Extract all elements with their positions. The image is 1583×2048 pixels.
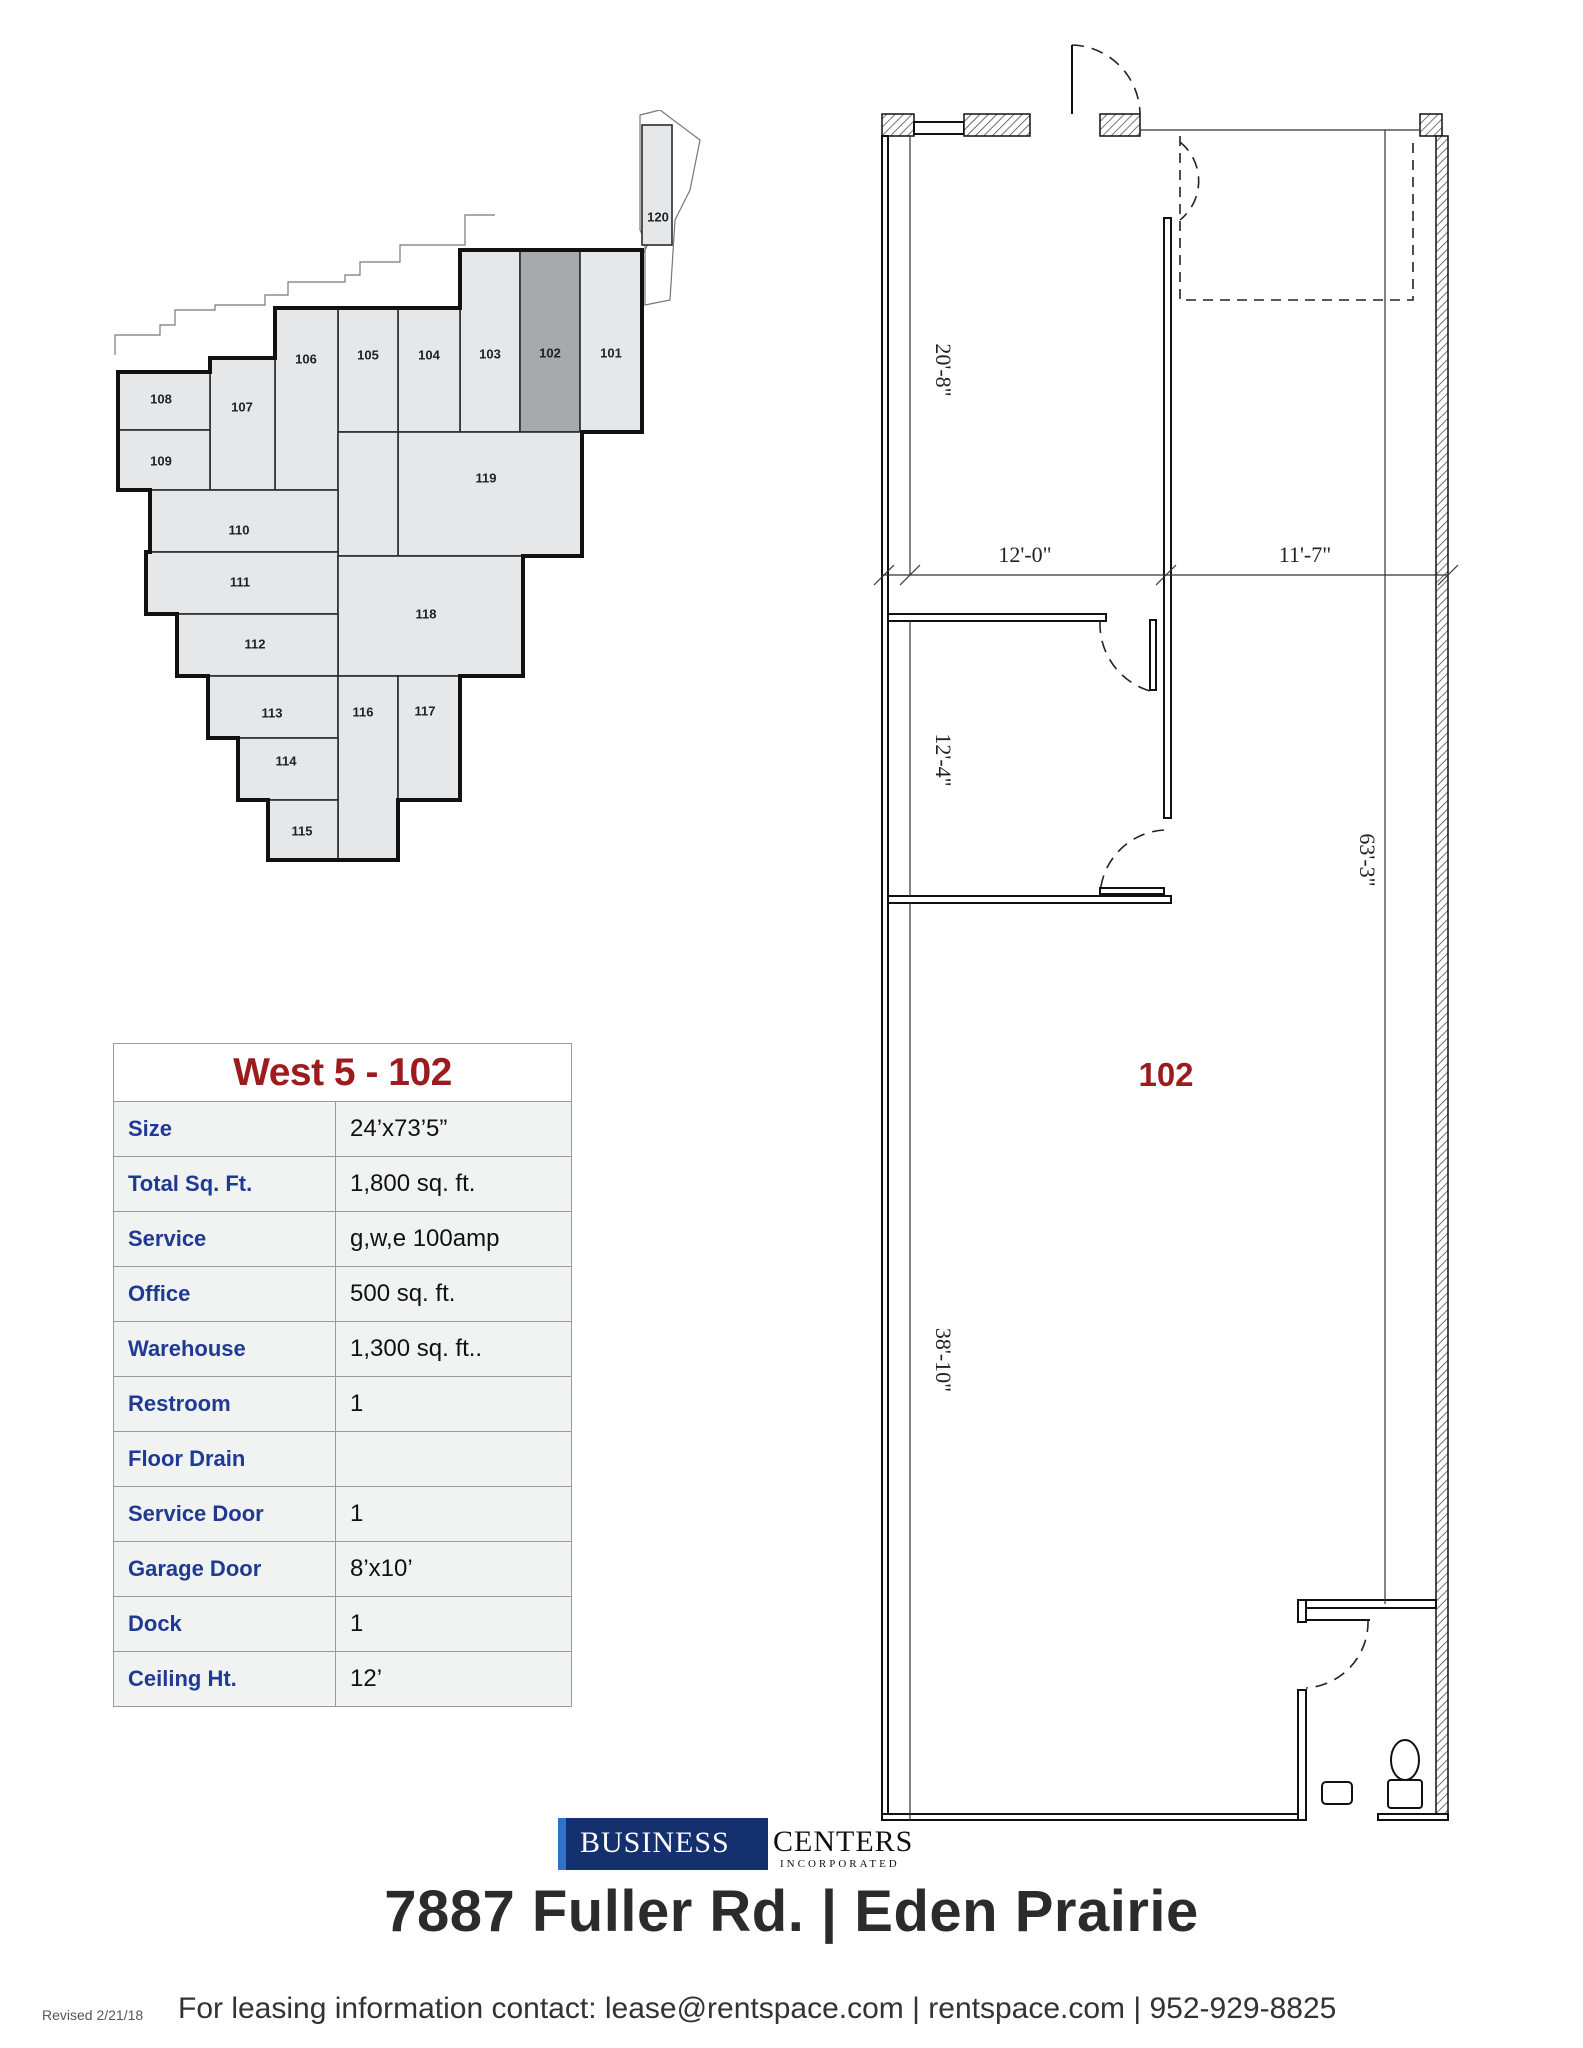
spec-row-service-door <box>114 1487 572 1542</box>
site-label-107: 107 <box>231 399 253 415</box>
site-unit-106 <box>275 308 338 490</box>
spec-row-service <box>114 1212 572 1267</box>
spec-value: 1,300 sq. ft.. <box>336 1322 572 1377</box>
dim-12-0: 12'-0" <box>998 542 1052 567</box>
spec-label: Ceiling Ht. <box>114 1652 336 1707</box>
office-wall-top <box>888 614 1106 621</box>
dim-11-7: 11'-7" <box>1278 542 1332 567</box>
site-unit-119 <box>398 432 582 556</box>
spec-label: Floor Drain <box>114 1432 336 1487</box>
logo-incorporated-text: INCORPORATED <box>780 1858 900 1870</box>
site-unit-117 <box>398 676 460 800</box>
spec-row-garage-door <box>114 1542 572 1597</box>
spec-row-office <box>114 1267 572 1322</box>
logo-centers-text: CENTERS <box>773 1825 914 1858</box>
site-plan <box>100 110 780 890</box>
toilet-icon <box>1391 1740 1419 1780</box>
site-label-105: 105 <box>357 347 379 363</box>
dim-63-3: 63'-3" <box>1355 833 1380 887</box>
dim-12-4: 12'-4" <box>931 733 956 787</box>
spec-row-floor-drain <box>114 1432 572 1487</box>
site-unit-105-mid <box>338 432 398 556</box>
site-unit-102 <box>520 250 580 432</box>
spec-row-dock <box>114 1597 572 1652</box>
spec-label: Warehouse <box>114 1322 336 1377</box>
site-label-114: 114 <box>275 753 297 769</box>
spec-label: Restroom <box>114 1377 336 1432</box>
sink-icon <box>1322 1782 1352 1804</box>
spec-value <box>336 1432 572 1487</box>
spec-value: 8’x10’ <box>336 1542 572 1597</box>
logo-accent <box>558 1818 566 1870</box>
spec-table <box>113 1043 572 1707</box>
interior-wall-vertical <box>1164 218 1171 818</box>
spec-row-warehouse <box>114 1322 572 1377</box>
office-door-leaf-1 <box>1150 620 1156 690</box>
restroom-wall-left <box>1298 1690 1306 1820</box>
site-label-101: 101 <box>600 345 622 361</box>
spec-value: 1 <box>336 1487 572 1542</box>
site-unit-107 <box>210 358 275 490</box>
floor-plan-unit-label: 102 <box>1138 1056 1194 1093</box>
office-door-swing-1 <box>1100 621 1150 691</box>
site-label-104: 104 <box>418 347 440 363</box>
site-label-119: 119 <box>475 470 497 486</box>
company-logo <box>558 1818 938 1872</box>
spec-label: Garage Door <box>114 1542 336 1597</box>
site-label-111: 111 <box>229 574 251 590</box>
wall-top-2 <box>964 114 1030 136</box>
spec-row-total-sqft <box>114 1157 572 1212</box>
site-label-109: 109 <box>150 453 172 469</box>
window-top <box>914 122 964 134</box>
spec-value: 1 <box>336 1597 572 1652</box>
site-unit-103 <box>460 250 520 432</box>
floor-plan <box>860 30 1460 1830</box>
site-label-117: 117 <box>414 703 436 719</box>
site-label-106: 106 <box>295 351 317 367</box>
garage-door-outline <box>1180 136 1413 300</box>
restroom-wall-top <box>1298 1600 1436 1608</box>
site-label-113: 113 <box>261 705 283 721</box>
spec-value: 1 <box>336 1377 572 1432</box>
dim-20-8: 20'-8" <box>931 343 956 397</box>
spec-label: Service Door <box>114 1487 336 1542</box>
revision-date: Revised 2/21/18 <box>42 2007 144 2023</box>
entry-door-swing <box>1072 45 1140 114</box>
site-label-112: 112 <box>244 636 266 652</box>
office-door-swing-2 <box>1100 830 1164 896</box>
spec-row-restroom <box>114 1377 572 1432</box>
site-label-102: 102 <box>539 345 561 361</box>
spec-value: 24’x73’5” <box>336 1102 572 1157</box>
site-label-118: 118 <box>415 606 437 622</box>
spec-value: g,w,e 100amp <box>336 1212 572 1267</box>
spec-label: Service <box>114 1212 336 1267</box>
toilet-tank-icon <box>1388 1780 1422 1808</box>
spec-row-size <box>114 1102 572 1157</box>
spec-label: Office <box>114 1267 336 1322</box>
site-unit-101 <box>580 250 642 432</box>
spec-value: 1,800 sq. ft. <box>336 1157 572 1212</box>
wall-left <box>882 136 888 1820</box>
site-label-116: 116 <box>352 704 374 720</box>
site-unit-104 <box>398 308 460 432</box>
wall-top-1 <box>882 114 914 136</box>
spec-label: Size <box>114 1102 336 1157</box>
site-unit-114 <box>238 738 338 800</box>
office-wall-bottom <box>888 896 1171 903</box>
wall-top-4 <box>1420 114 1442 136</box>
site-label-103: 103 <box>479 346 501 362</box>
site-label-108: 108 <box>150 391 172 407</box>
wall-top-3 <box>1100 114 1140 136</box>
office-door-leaf-2 <box>1100 888 1164 894</box>
restroom-wall-stub <box>1298 1600 1306 1622</box>
site-label-110: 110 <box>228 522 250 538</box>
spec-label: Dock <box>114 1597 336 1652</box>
restroom-door-swing <box>1306 1620 1368 1688</box>
site-unit-120 <box>642 125 672 245</box>
dim-38-10: 38'-10" <box>931 1327 956 1393</box>
service-door-swing <box>1180 142 1199 220</box>
wall-right <box>1436 136 1448 1820</box>
site-unit-110 <box>150 490 338 552</box>
spec-value: 12’ <box>336 1652 572 1707</box>
logo-business-text: BUSINESS <box>580 1826 730 1859</box>
spec-label: Total Sq. Ft. <box>114 1157 336 1212</box>
leasing-contact: For leasing information contact: lease@rentspace.com | rentspace.com | 952-929-8825 <box>178 1992 1337 2025</box>
wall-bottom <box>882 1814 1302 1820</box>
site-label-115: 115 <box>291 823 313 839</box>
spec-row-ceiling-height <box>114 1652 572 1707</box>
site-label-120: 120 <box>647 209 669 225</box>
property-address: 7887 Fuller Rd. | Eden Prairie <box>384 1879 1199 1944</box>
spec-value: 500 sq. ft. <box>336 1267 572 1322</box>
site-unit-105-top <box>338 308 398 432</box>
wall-bottom-2 <box>1378 1814 1448 1820</box>
spec-title-row <box>114 1044 572 1102</box>
spec-title: West 5 - 102 <box>114 1044 572 1102</box>
